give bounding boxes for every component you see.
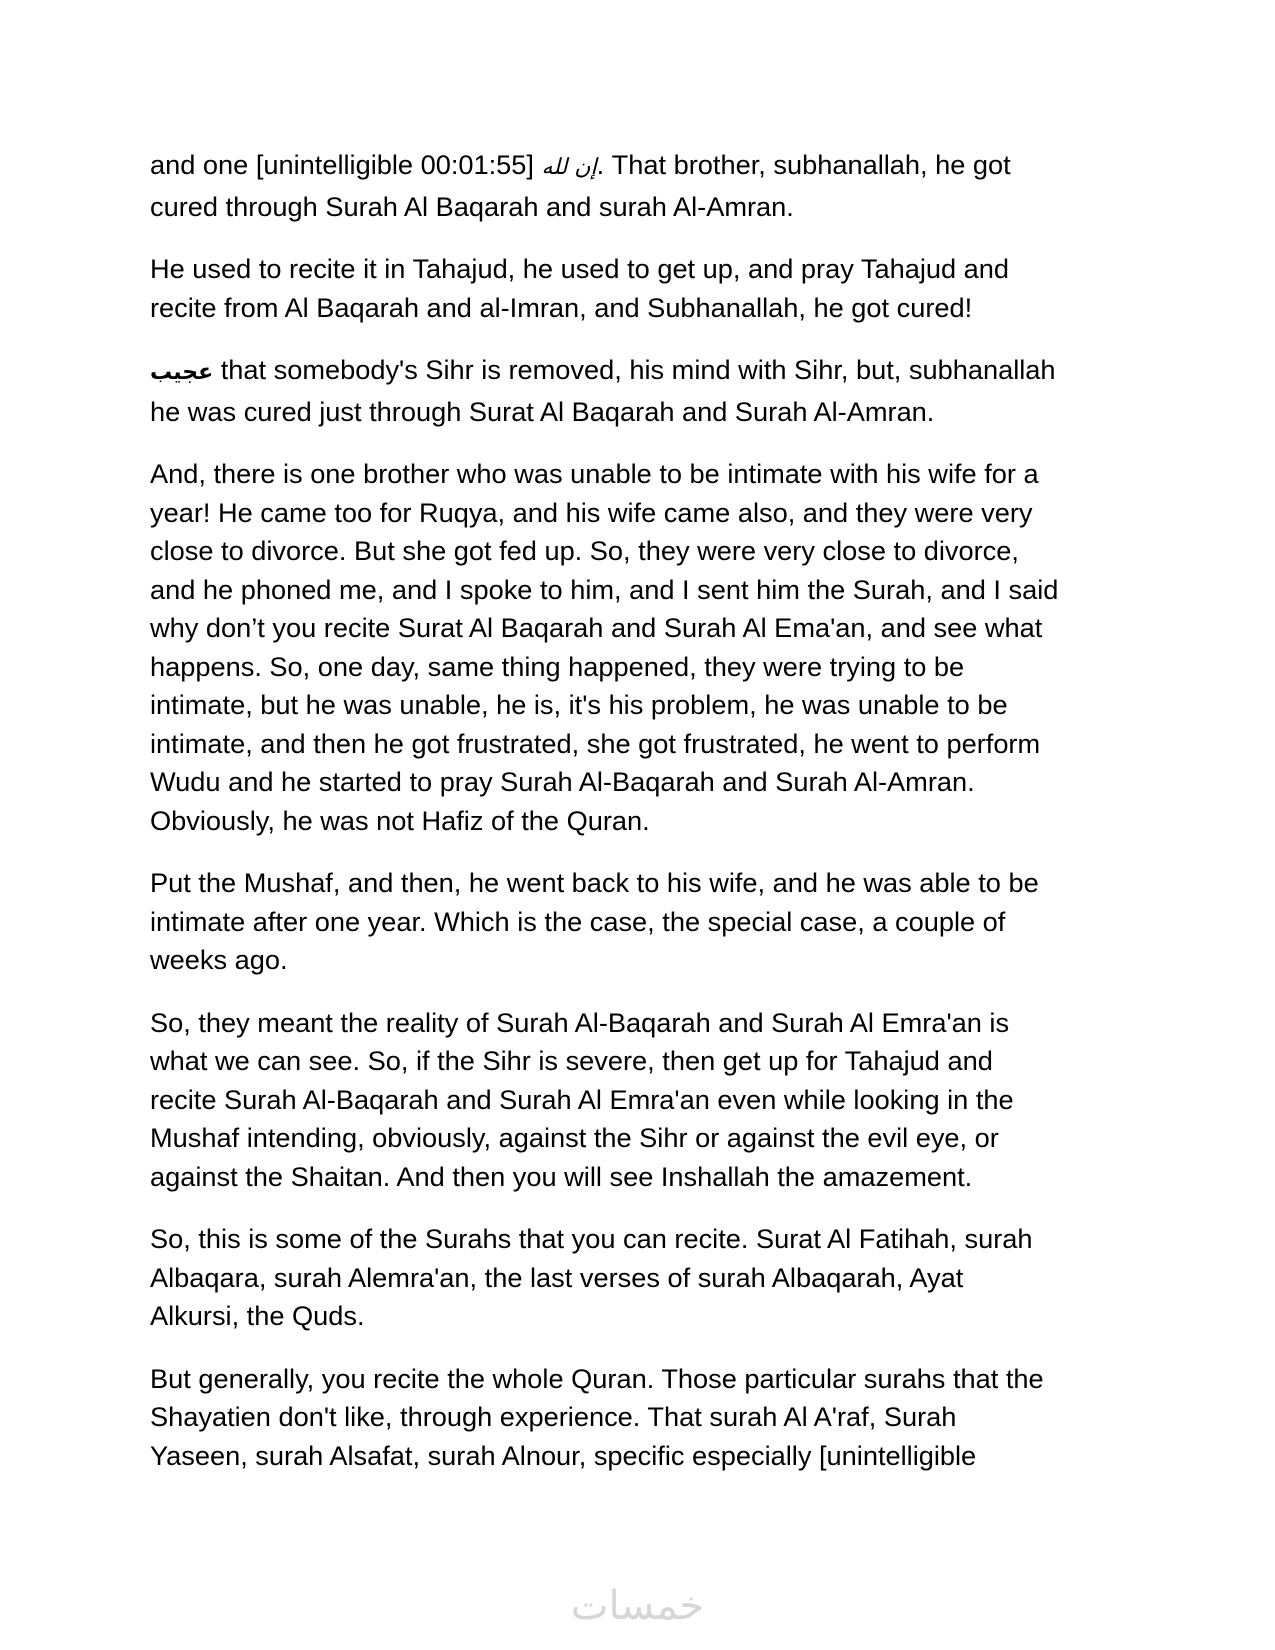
paragraph-text: . That brother, subhanallah, he got [596,149,1011,180]
paragraph-text: happens. So, one day, same thing happened, they were trying to be [150,650,965,682]
paragraph [150,250,1140,327]
paragraph-text: recite from Al Baqarah and al-Imran, and Subhanallah, he got cured! [150,291,973,323]
paragraph [150,455,1140,840]
paragraph [150,864,1140,980]
paragraph-text: Put the Mushaf, and then, he went back to his wife, and he was able to be [150,867,1039,898]
paragraph-text: weeks ago. [150,944,288,975]
paragraph-text: Alkursi, the Quds. [150,1300,365,1331]
paragraph-text: and he phoned me, and I spoke to him, and I sent him the Surah, and I said [150,573,1059,605]
document-body [150,146,1140,1475]
paragraph-text: But generally, you recite the whole Quran. Those particular surahs that the [150,1362,1044,1394]
paragraph-text: intimate, but he was unable, he is, it's his problem, he was unable to be [150,689,1008,720]
paragraph-text: he was cured just through Surat Al Baqarah and Surah Al-Amran. [150,395,935,427]
paragraph-text: intimate after one year. Which is the case, the special case, a couple of [150,905,1006,937]
paragraph-text: Obviously, he was not Hafiz of the Quran. [150,804,650,836]
paragraph-text: why don’t you recite Surat Al Baqarah and Surah Al Ema'an, and see what [150,612,1043,643]
paragraph-text: Albaqara, surah Alemra'an, the last verses of surah Albaqarah, Ayat [150,1261,964,1293]
paragraph-text: cured through Surah Al Baqarah and surah Al-Amran. [150,190,794,222]
paragraph [150,146,1140,226]
paragraph [150,351,1140,431]
paragraph-text: Shayatien don't like, through experience. That surah Al A'raf, Surah [150,1401,957,1432]
paragraph-text: and one [unintelligible 00:01:55] [150,149,542,180]
paragraph [150,1220,1140,1336]
paragraph-text: Yaseen, surah Alsafat, surah Alnour, specific especially [unintelligible [150,1439,977,1471]
paragraph-text: And, there is one brother who was unable to be intimate with his wife for a [150,458,1039,489]
paragraph [150,1004,1140,1197]
paragraph-text: So, this is some of the Surahs that you can recite. Surat Al Fatihah, surah [150,1223,1033,1254]
paragraph-text: So, they meant the reality of Surah Al-Baqarah and Surah Al Emra'an is [150,1006,1010,1038]
paragraph-text: Wudu and he started to pray Surah Al-Baqarah and Surah Al-Amran. [150,766,975,797]
paragraph-text: what we can see. So, if the Sihr is severe, then get up for Tahajud and [150,1045,993,1076]
paragraph-text: close to divorce. But she got fed up. So, they were very close to divorce, [150,535,1019,566]
watermark-logo: خمسات [570,1583,705,1629]
paragraph-text: against the Shaitan. And then you will see Inshallah the amazement. [150,1160,973,1192]
paragraph-text: He used to recite it in Tahajud, he used to get up, and pray Tahajud and [150,253,1010,284]
paragraph-text: intimate, and then he got frustrated, she got frustrated, he went to perform [150,727,1041,759]
arabic-word: عجيب [150,360,214,385]
paragraph-text: recite Surah Al-Baqarah and Surah Al Emra'an even while looking in the [150,1083,1014,1115]
paragraph-text: that somebody's Sihr is removed, his mind with Sihr, but, subhanallah [213,354,1056,385]
paragraph-text: Mushaf intending, obviously, against the Sihr or against the evil eye, or [150,1122,999,1153]
arabic-word: إن لله [541,155,597,180]
paragraph [150,1360,1140,1476]
paragraph-text: year! He came too for Ruqya, and his wife came also, and they were very [150,496,1033,528]
